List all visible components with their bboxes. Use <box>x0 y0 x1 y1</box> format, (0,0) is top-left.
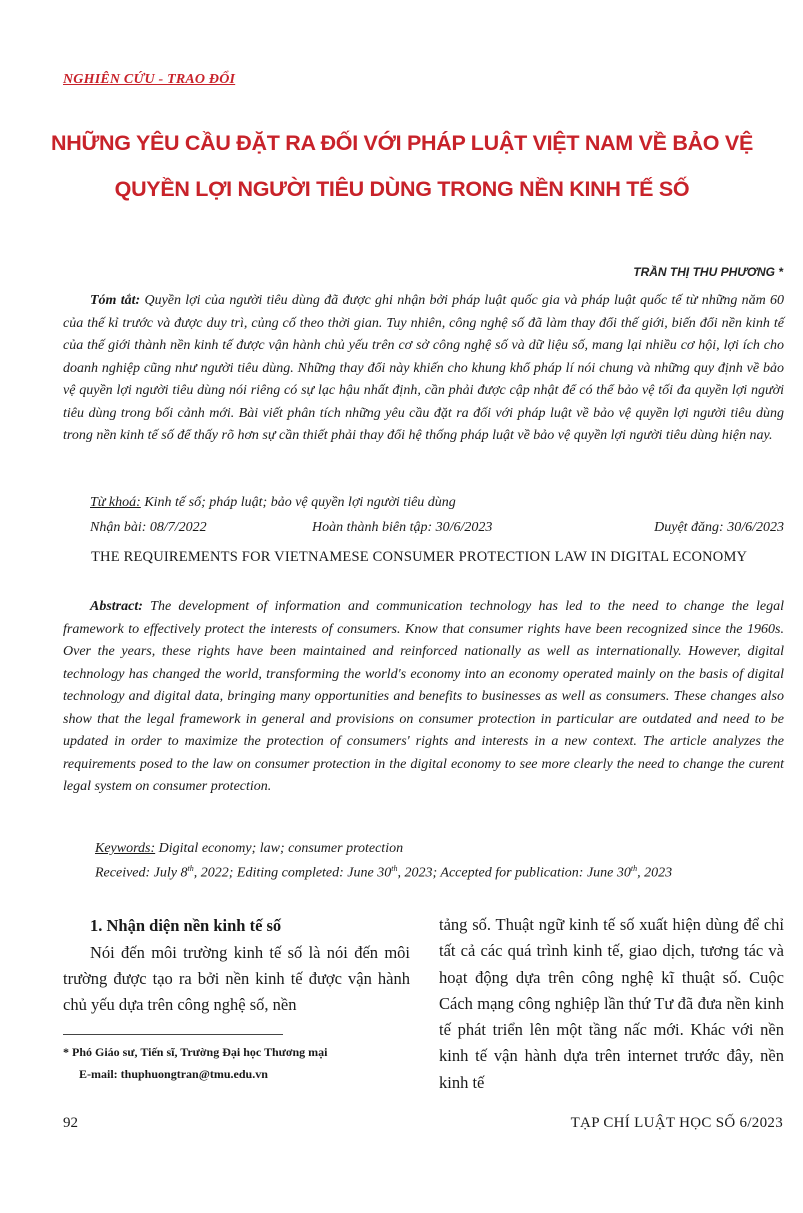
received-date: Nhận bài: 08/7/2022 <box>90 520 207 535</box>
abstract-vi-label: Tóm tắt: <box>90 293 141 308</box>
footnote-affiliation: * Phó Giáo sư, Tiến sĩ, Trường Đại học Thương mại <box>63 1045 328 1059</box>
keywords-vi-text: Kinh tế số; pháp luật; bảo vệ quyền lợi người tiêu dùng <box>144 495 456 510</box>
footnote-divider <box>63 1034 283 1035</box>
footnote <box>63 1041 423 1085</box>
author-name: TRẦN THỊ THU PHƯƠNG * <box>633 265 783 279</box>
abstract-en-text: The development of information and communication technology has led to the need to change the legal framework to effectively protect the interests of consumers. Know that consumer rights have been recognized since the 1960s. Over the years, these rights have been maintained and reinforced nationally as well as internationally. However, digital technology has changed the world, transforming the world's economy into an economy operated mainly on the basis of digital technology and digital data, bringing many opportunities and benefits to businesses as well as consumers. These changes also show that the legal framework in general and provisions on consumer protection in particular are outdated and need to be updated in order to maximize the protection of consumers' rights and interests in a new context. The article analyzes the requirements posed to the law on consumer protection in the digital economy to see more clearly the need to change the curent legal system on consumer protection. <box>63 599 784 794</box>
editing-en-sup: th <box>391 864 398 873</box>
body-left-paragraph: Nói đến môi trường kinh tế số là nói đến môi trường được tạo ra bởi nền kinh tế được vận hành chủ yếu dựa trên công nghệ số, nền <box>63 943 410 1014</box>
article-title <box>40 120 764 212</box>
dates-english <box>95 864 672 882</box>
approved-date: Duyệt đăng: 30/6/2023 <box>654 520 784 535</box>
dates-en-tail: , 2023 <box>637 865 673 881</box>
title-line-2: QUYỀN LỢI NGƯỜI TIÊU DÙNG TRONG NỀN KINH TẾ SỐ <box>114 177 690 201</box>
footnote-email: E-mail: thuphuongtran@tmu.edu.vn <box>79 1067 268 1081</box>
abstract-vi-text: Quyền lợi của người tiêu dùng đã được ghi nhận bởi pháp luật quốc gia và pháp luật quốc tế từ những năm 60 của thế kỉ trước và được duy trì, củng cố theo thời gian. Tuy nhiên, công nghệ số đã làm thay đổi thế giới, biến đổi nền kinh tế của thế giới thành nền kinh tế được vận hành chủ yếu trên cơ sở công nghệ số và dữ liệu số, mang lại nhiều cơ hội, lợi ích cho doanh nghiệp cũng như người tiêu dùng. Những thay đổi này khiến cho khung khổ pháp lí nói chung và những quy định về bảo vệ quyền lợi người tiêu dùng nói riêng có sự lạc hậu nhất định, cần phải được cập nhật để có thể bảo vệ tối đa quyền lợi người tiêu dùng trong bối cảnh mới. Bài viết phân tích những yêu cầu đặt ra đối với pháp luật về bảo vệ quyền lợi người tiêu dùng trong nền kinh tế số để thấy rõ hơn sự cần thiết phải thay đổi hệ thống pháp luật về bảo vệ quyền lợi người tiêu dùng hiện nay. <box>63 293 785 443</box>
keywords-vi-label: Từ khoá: <box>90 495 141 510</box>
keywords-vietnamese <box>90 495 456 511</box>
abstract-english <box>63 596 784 799</box>
abstract-vietnamese <box>63 290 784 448</box>
received-en-sup: th <box>187 864 194 873</box>
keywords-english <box>95 841 403 857</box>
journal-footer: TẠP CHÍ LUẬT HỌC SỐ 6/2023 <box>570 1115 783 1131</box>
body-left-column <box>63 912 410 1018</box>
received-en: Received: July 8 <box>95 865 188 881</box>
english-title: THE REQUIREMENTS FOR VIETNAMESE CONSUMER PROTECTION LAW IN DIGITAL ECONOMY <box>91 549 748 565</box>
accepted-en: , 2023; Accepted for publication: June 30 <box>397 865 631 881</box>
title-line-1: NHỮNG YÊU CẦU ĐẶT RA ĐỐI VỚI PHÁP LUẬT VIỆT NAM VỀ BẢO VỆ <box>51 131 753 155</box>
editing-en: , 2022; Editing completed: June 30 <box>193 865 392 881</box>
section-heading: 1. Nhận diện nền kinh tế số <box>90 916 282 935</box>
section-label: NGHIÊN CỨU - TRAO ĐỔI <box>63 72 236 87</box>
body-right-column: tảng số. Thuật ngữ kinh tế số xuất hiện dùng để chỉ tất cả các quá trình kinh tế, giao dịch, tương tác và hoạt động dựa trên công nghệ kĩ thuật số. Cuộc Cách mạng công nghiệp lần thứ Tư đã đưa nền kinh tế phát triển lên một tầng nấc mới. Khác với nền kinh tế vận hành dựa trên internet trước đây, nền kinh tế <box>439 915 784 1092</box>
abstract-en-label: Abstract: <box>90 599 143 614</box>
page-number: 92 <box>63 1115 78 1131</box>
keywords-en-text: Digital economy; law; consumer protection <box>158 841 404 856</box>
edited-date: Hoàn thành biên tập: 30/6/2023 <box>312 520 493 535</box>
accepted-en-sup: th <box>630 864 638 873</box>
keywords-en-label: Keywords: <box>95 841 156 856</box>
